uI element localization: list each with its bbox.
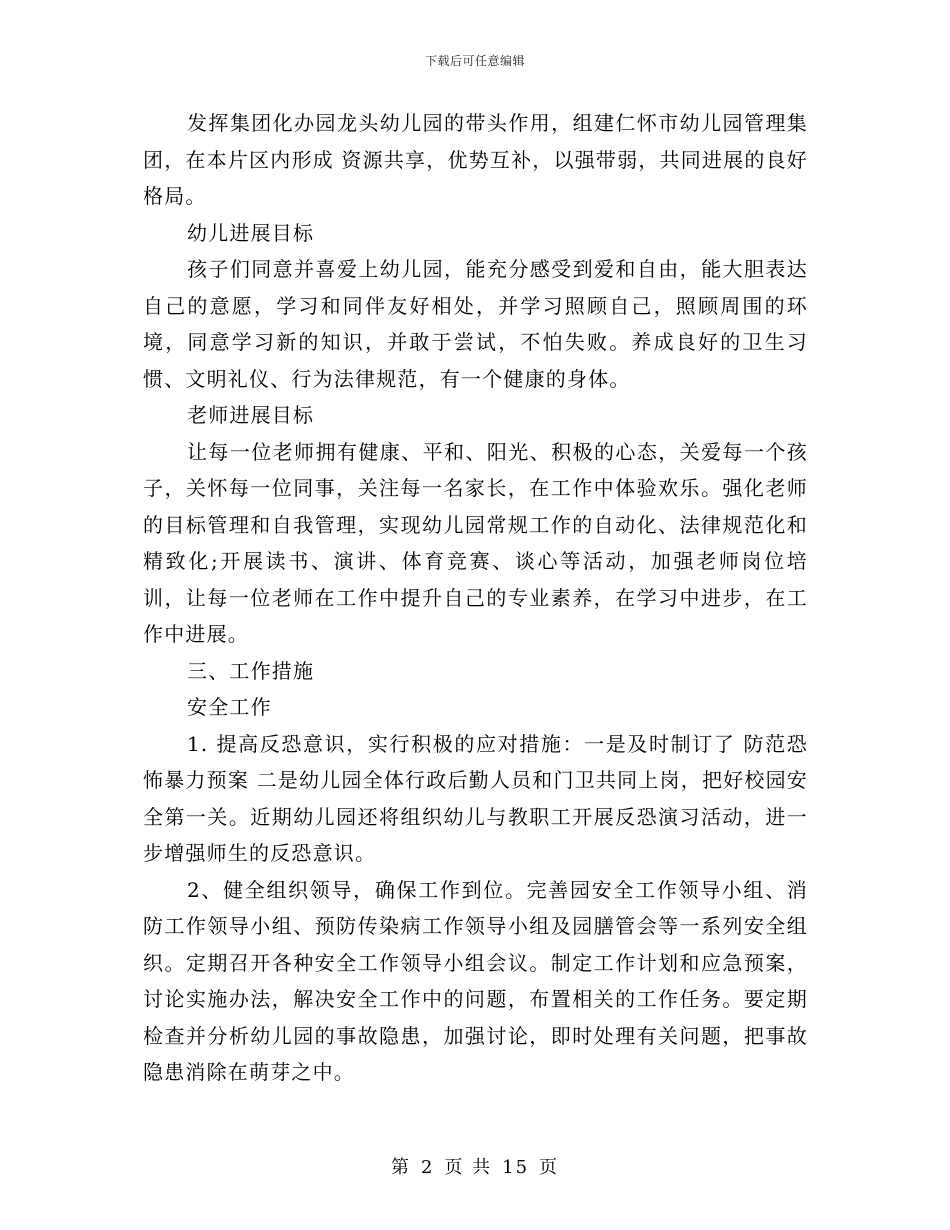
page-footer bbox=[0, 1153, 950, 1179]
heading-safety-work: 安全工作 bbox=[187, 695, 272, 719]
document-body bbox=[143, 105, 808, 1091]
footer-prefix: 第 bbox=[390, 1157, 411, 1178]
footer-total-pages: 15 bbox=[502, 1157, 530, 1178]
footer-suffix: 页 bbox=[539, 1157, 560, 1178]
paragraph-group-development: 发挥集团化办园龙头幼儿园的带头作用，组建仁怀市幼儿园管理集团，在本片区内形成 资源共享，优势互补，以强带弱，共同进展的良好格局。 bbox=[143, 111, 808, 208]
footer-page-number: 2 bbox=[420, 1157, 435, 1178]
page-header: 下载后可任意编辑 bbox=[424, 54, 525, 68]
heading-child-goals: 幼儿进展目标 bbox=[187, 220, 315, 245]
paragraph-safety-item-1: 1. 提高反恐意识，实行积极的应对措施：一是及时制订了 防范恐怖暴力预案 二是幼儿园全体行政后勤人员和门卫共同上岗，把好校园安全第一关。近期幼儿园还将组织幼儿与教职工开展反恐演习活动，进一步增强师生的反恐意识。 bbox=[143, 731, 808, 865]
footer-middle: 页 共 bbox=[444, 1157, 493, 1178]
heading-work-measures: 三、工作措施 bbox=[187, 658, 315, 683]
heading-teacher-goals: 老师进展目标 bbox=[187, 403, 315, 427]
paragraph-teacher-goals: 让每一位老师拥有健康、平和、阳光、积极的心态，关爱每一个孩子，关怀每一位同事，关注每一名家长，在工作中体验欢乐。强化老师的目标管理和自我管理，实现幼儿园常规工作的自动化、法律规范化和精致化;开展读书、演讲、体育竞赛、谈心等活动，加强老师岗位培训，让每一位老师在工作中提升自己的专业素养，在学习中进步，在工作中进展。 bbox=[143, 439, 808, 646]
paragraph-safety-item-2: 2、健全组织领导，确保工作到位。完善园安全工作领导小组、消防工作领导小组、预防传染病工作领导小组及园膳管会等一系列安全组织。定期召开各种安全工作领导小组会议。制定工作计划和应急预案，讨论实施办法，解决安全工作中的问题，布置相关的工作任务。要定期检查并分析幼儿园的事故隐患，加强讨论，即时处理有关问题，把事故隐患消除在萌芽之中。 bbox=[143, 877, 808, 1084]
paragraph-child-goals: 孩子们同意并喜爱上幼儿园，能充分感受到爱和自由，能大胆表达自己的意愿，学习和同伴友好相处，并学习照顾自己，照顾周围的环境，同意学习新的知识，并敢于尝试，不怕失败。养成良好的卫生习惯、文明礼仪、行为法律规范，有一个健康的身体。 bbox=[143, 257, 808, 391]
